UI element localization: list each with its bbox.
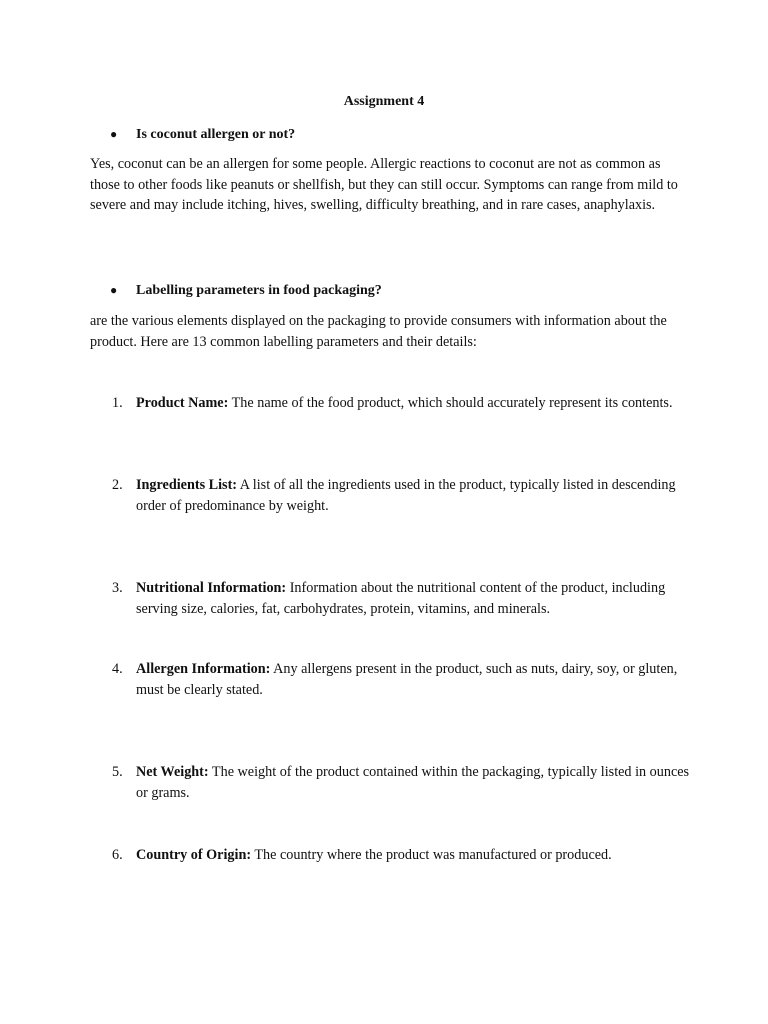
list-item [112,845,692,866]
list-item-description: Any allergens present in the product, such as nuts, dairy, soy, or gluten, must be clearly stated. [136,661,678,698]
list-item-term: Nutritional Information: [136,580,287,596]
list-item-description: The country where the product was manufactured or produced. [251,847,612,863]
list-item-description: The name of the food product, which should accurately represent its contents. [228,395,673,411]
list-item [112,393,692,414]
answer-1-paragraph: Yes, coconut can be an allergen for some people. Allergic reactions to coconut are not as common as those to other foods like peanuts or shellfish, but they can still occur. Symptoms can range from mild to severe and may include itching, hives, swelling, difficulty breathing, and in rare cases, anaphylaxis. [90,156,678,213]
list-item-term: Product Name: [136,395,229,411]
list-item-term: Country of Origin: [136,847,252,863]
list-item-number: 6. [112,847,123,863]
bullet-icon: ● [110,283,118,297]
list-item [112,578,692,619]
list-item-description: The weight of the product contained within the packaging, typically listed in ounces or grams. [136,764,690,801]
bullet-icon: ● [110,127,118,141]
question-1-text: Is coconut allergen or not? [136,127,296,142]
list-item-number: 5. [112,764,123,780]
list-item-number: 1. [112,395,123,411]
list-item-number: 2. [112,477,123,493]
question-2-text: Labelling parameters in food packaging? [136,283,382,298]
list-item [112,659,692,700]
list-item-number: 3. [112,580,123,596]
list-item-term: Allergen Information: [136,661,271,677]
list-item [112,762,692,803]
question-1 [110,124,295,146]
answer-2-paragraph: are the various elements displayed on the packaging to provide consumers with information about the product. Here are 13 common labelling parameters and their details: [90,313,667,350]
question-2 [110,280,382,302]
list-item-number: 4. [112,661,123,677]
list-item [112,475,692,516]
page-title: Assignment 4 [343,94,425,109]
list-item-term: Ingredients List: [136,477,238,493]
list-item-description: Information about the nutritional content of the product, including serving size, calories, fat, carbohydrates, protein, vitamins, and minerals. [136,580,666,617]
list-item-description: A list of all the ingredients used in the product, typically listed in descending order of predominance by weight. [136,477,676,514]
list-item-term: Net Weight: [136,764,209,780]
